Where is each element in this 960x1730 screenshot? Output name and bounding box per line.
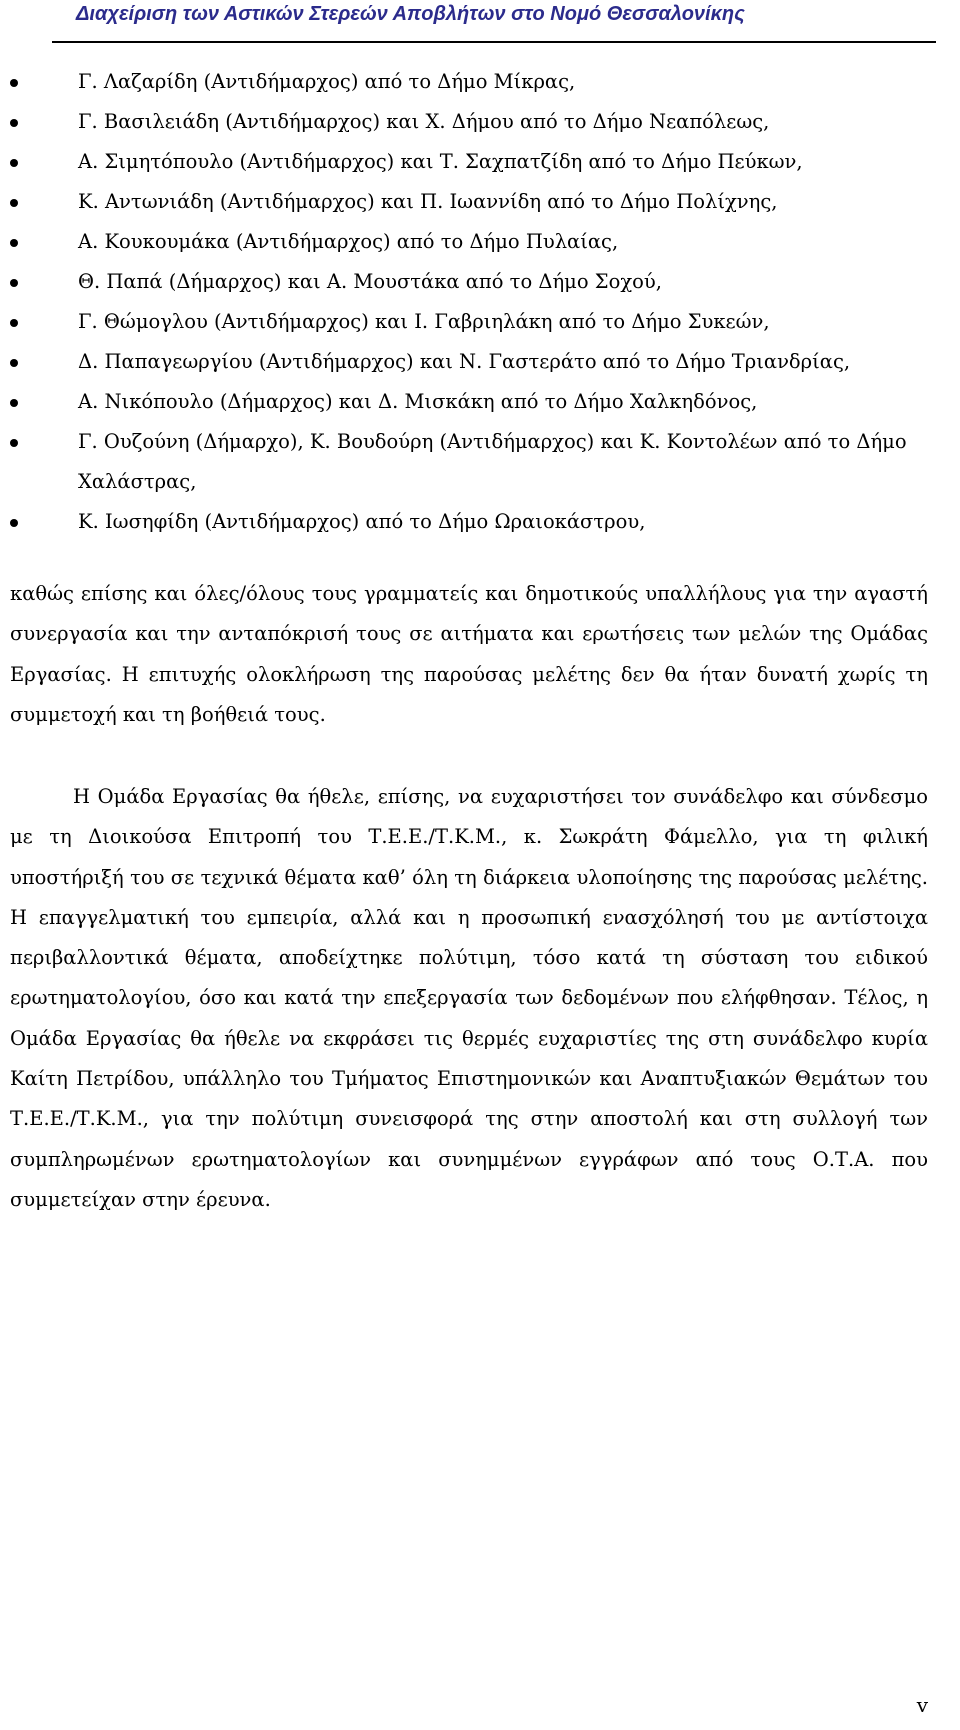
list-item-text: Α. Νικόπουλο (Δήμαρχος) και Δ. Μισκάκη από το Δήμο Χαλκηδόνος, — [78, 390, 758, 413]
list-item-text: Δ. Παπαγεωργίου (Αντιδήμαρχος) και Ν. Γαστεράτο από το Δήμο Τριανδρίας, — [78, 350, 851, 373]
list-item — [0, 382, 960, 422]
list-item-text: Γ. Ουζούνη (Δήμαρχο), Κ. Βουδούρη (Αντιδήμαρχος) και Κ. Κοντολέων από το Δήμο Χαλάστρας, — [78, 430, 907, 493]
bullet-icon — [10, 439, 18, 447]
list-item — [0, 422, 960, 502]
bullet-icon — [10, 119, 18, 127]
page-header — [52, 0, 936, 43]
list-item-text: Κ. Ιωσηφίδη (Αντιδήμαρχος) από το Δήμο Ωραιοκάστρου, — [78, 510, 646, 533]
list-item-text: Κ. Αντωνιάδη (Αντιδήμαρχος) και Π. Ιωαννίδη από το Δήμο Πολίχνης, — [78, 190, 778, 213]
bullet-icon — [10, 399, 18, 407]
bullet-icon — [10, 199, 18, 207]
list-item — [0, 342, 960, 382]
list-item-text: Α. Σιμητόπουλο (Αντιδήμαρχος) και Τ. Σαχπατζίδη από το Δήμο Πεύκων, — [78, 150, 803, 173]
body-paragraph: Η Ομάδα Εργασίας θα ήθελε, επίσης, να ευχαριστήσει τον συνάδελφο και σύνδεσμο με τη Διοικούσα Επιτροπή του Τ.Ε.Ε./Τ.Κ.Μ., κ. Σωκράτη Φάμελλο, για τη φιλική υποστήριξή του σε τεχνικά θέματα καθ’ όλη τη διάρκεια υλοποίησης της παρούσας μελέτης. Η επαγγελματική του εμπειρία, αλλά και η προσωπική ενασχόλησή του με αντίστοιχα περιβαλλοντικά θέματα, αποδείχτηκε πολύτιμη, τόσο κατά τη σύσταση του ειδικού ερωτηματολογίου, όσο και κατά την επεξεργασία των δεδομένων που ελήφθησαν. Τέλος, η Ομάδα Εργασίας θα ήθελε να εκφράσει τις θερμές ευχαριστίες της στη συνάδελφο κυρία Καίτη Πετρίδου, υπάλληλο του Τμήματος Επιστημονικών και Αναπτυξιακών Θεμάτων του Τ.Ε.Ε./Τ.Κ.Μ., για την πολύτιμη συνεισφορά της στην αποστολή και στη συλλογή των συμπληρωμένων ερωτηματολογίων και συνημμένων εγγράφων από τους Ο.Τ.Α. που συμμετείχαν στην έρευνα. — [10, 785, 928, 1211]
list-item-text: Γ. Βασιλειάδη (Αντιδήμαρχος) και Χ. Δήμου από το Δήμο Νεαπόλεως, — [78, 110, 770, 133]
list-item-text: Γ. Θώμογλου (Αντιδήμαρχος) και Ι. Γαβριηλάκη από το Δήμο Συκεών, — [78, 310, 770, 333]
acknowledgement-list — [0, 62, 960, 542]
list-item — [0, 62, 960, 102]
list-item-text: Α. Κουκουμάκα (Αντιδήμαρχος) από το Δήμο Πυλαίας, — [78, 230, 619, 253]
list-item — [0, 102, 960, 142]
list-item — [0, 502, 960, 542]
bullet-icon — [10, 519, 18, 527]
list-item — [0, 302, 960, 342]
header-title: Διαχείριση των Αστικών Στερεών Αποβλήτων στο Νομό Θεσσαλονίκης — [76, 3, 745, 25]
list-item-text: Γ. Λαζαρίδη (Αντιδήμαρχος) από το Δήμο Μίκρας, — [78, 70, 576, 93]
bullet-icon — [10, 279, 18, 287]
body-paragraph: καθώς επίσης και όλες/όλους τους γραμματείς και δημοτικούς υπαλλήλους για την αγαστή συνεργασία και την ανταπόκρισή τους σε αιτήματα και ερωτήσεις των μελών της Ομάδας Εργασίας. Η επιτυχής ολοκλήρωση της παρούσας μελέτης δεν θα ήταν δυνατή χωρίς τη συμμετοχή και τη βοήθειά τους. — [10, 582, 928, 726]
bullet-icon — [10, 79, 18, 87]
list-item — [0, 222, 960, 262]
bullet-icon — [10, 159, 18, 167]
page-number: v — [916, 1693, 928, 1717]
bullet-icon — [10, 319, 18, 327]
list-item-text: Θ. Παπά (Δήμαρχος) και Α. Μουστάκα από το Δήμο Σοχού, — [78, 270, 662, 293]
list-item — [0, 262, 960, 302]
list-item — [0, 182, 960, 222]
bullet-icon — [10, 359, 18, 367]
list-item — [0, 142, 960, 182]
bullet-icon — [10, 239, 18, 247]
